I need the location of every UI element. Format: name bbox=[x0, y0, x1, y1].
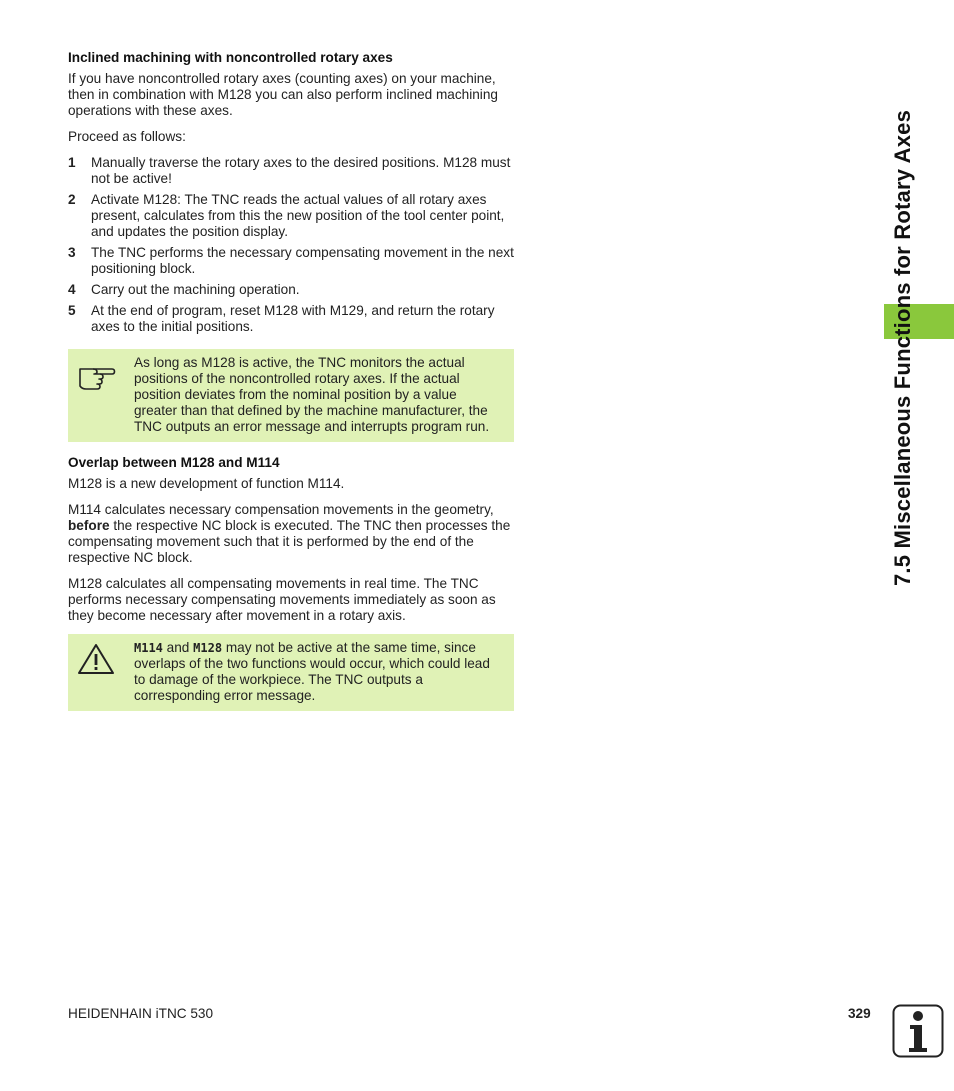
text-segment: the respective NC block is executed. The TNC then processes the compensating movement such that it is performed by the end of the respective NC block. bbox=[68, 518, 511, 565]
section-heading-inclined: Inclined machining with noncontrolled rotary axes bbox=[68, 50, 393, 65]
section-heading-overlap: Overlap between M128 and M114 bbox=[68, 455, 280, 470]
step-text: Manually traverse the rotary axes to the desired positions. M128 must not be active! bbox=[91, 155, 511, 186]
list-item bbox=[68, 282, 514, 298]
list-item bbox=[68, 155, 514, 187]
list-item bbox=[68, 303, 514, 335]
list-item bbox=[68, 245, 514, 277]
text-segment: M114 calculates necessary compensation movements in the geometry, bbox=[68, 502, 494, 517]
note-box bbox=[68, 349, 514, 442]
pointing-hand-icon bbox=[76, 357, 116, 391]
proceed-text: Proceed as follows: bbox=[68, 129, 186, 144]
list-item bbox=[68, 192, 514, 240]
warning-triangle-icon bbox=[76, 642, 116, 676]
warning-text bbox=[134, 640, 502, 704]
footer-product: HEIDENHAIN iTNC 530 bbox=[68, 1006, 214, 1021]
overlap-paragraph-3: M128 calculates all compensating movements in real time. The TNC performs necessary compensating movements immediately as soon as they become necessary after movement in a rotary axis. bbox=[68, 576, 496, 623]
page-content bbox=[68, 50, 514, 724]
text-segment: and bbox=[162, 640, 194, 655]
side-chapter-title: 7.5 Miscellaneous Functions for Rotary Axes bbox=[890, 109, 915, 586]
step-number: 3 bbox=[68, 245, 76, 260]
info-icon bbox=[892, 1004, 944, 1058]
step-number: 5 bbox=[68, 303, 76, 318]
overlap-paragraph-2 bbox=[68, 502, 514, 566]
code-m128: M128 bbox=[193, 641, 223, 655]
note-text: As long as M128 is active, the TNC monitors the actual positions of the noncontrolled rotary axes. If the actual position deviates from the nominal position by a value greater than that defined by the machine manufacturer, the TNC outputs an error message and interrupts program run. bbox=[134, 355, 490, 434]
bold-text: before bbox=[68, 518, 110, 533]
intro-paragraph: If you have noncontrolled rotary axes (counting axes) on your machine, then in combination with M128 you can also perform inclined machining operations with these axes. bbox=[68, 71, 498, 118]
step-number: 4 bbox=[68, 282, 76, 297]
code-m114: M114 bbox=[134, 641, 163, 655]
overlap-paragraph-1: M128 is a new development of function M114. bbox=[68, 476, 345, 491]
step-number: 2 bbox=[68, 192, 76, 207]
step-text: Carry out the machining operation. bbox=[91, 282, 300, 297]
step-text: The TNC performs the necessary compensating movement in the next positioning block. bbox=[91, 245, 514, 276]
step-number: 1 bbox=[68, 155, 76, 170]
warning-box bbox=[68, 634, 514, 711]
page-number: 329 bbox=[848, 1006, 871, 1021]
text-segment: may not be active at the same time, since overlaps of the two functions would occur, which could lead to damage of the workpiece. The TNC outputs a corresponding error message. bbox=[134, 640, 490, 703]
step-text: Activate M128: The TNC reads the actual values of all rotary axes present, calculates from this the new position of the tool center point, and updates the position display. bbox=[91, 192, 505, 239]
steps-list bbox=[68, 155, 514, 335]
step-text: At the end of program, reset M128 with M129, and return the rotary axes to the initial positions. bbox=[91, 303, 495, 334]
